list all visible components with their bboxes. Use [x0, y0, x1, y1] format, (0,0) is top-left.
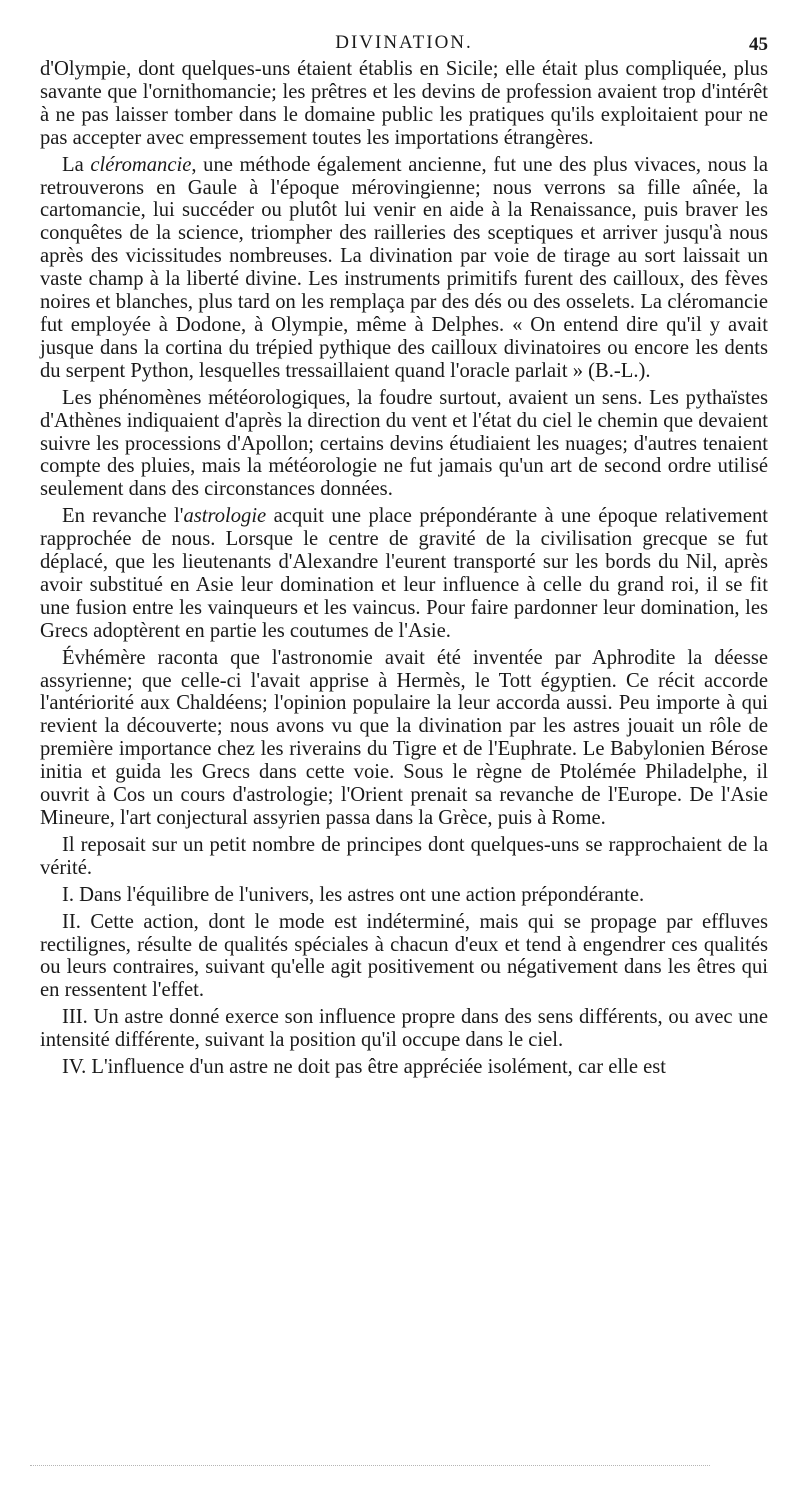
body-text: [40, 58, 768, 1079]
principle-4: [40, 1056, 768, 1079]
paragraph-5: [40, 647, 768, 830]
principle-text: I. Dans l'équilibre de l'univers, les astres ont une action prépondérante.: [62, 883, 645, 906]
faint-footer-rule: [30, 1465, 710, 1466]
paragraph-text: , une méthode également ancienne, fut une des plus vivaces, nous la retrouverons en Gaule à l'époque mérovingienne; nous verrons sa fille aînée, la cartomancie, lui succéder ou plutôt lui venir en aide à la Renaissance, puis braver les conquêtes de la science, triompher des railleries des sceptiques et arriver jusqu'à nous après des vicissitudes nombreuses. La divination par voie de tirage au sort laissait un vaste champ à la liberté divine. Les instruments primitifs furent des cailloux, des fèves noires et blanches, plus tard on les remplaça par des dés ou des osselets. La cléromancie fut employée à Dodone, à Olympie, même à Delphes. « On entend dire qu'il y avait jusque dans la cortina du trépied pythique des cailloux divinatoires ou encore les dents du serpent Python, lesquelles tressaillaient quand l'oracle parlait » (B.-L.).: [40, 153, 768, 382]
paragraph-1: [40, 58, 768, 150]
paragraph-text: acquit une place prépondérante à une époque relativement rapprochée de nous. Lorsque le centre de gravité de la civilisation grecque se fut déplacé, que les lieutenants d'Alexandre l'eurent transporté sur les bords du Nil, après avoir substitué en Asie leur domination et leur influence à celle du grand roi, il se fit une fusion entre les vainqueurs et les vaincus. Pour faire pardonner leur domination, les Grecs adoptèrent en partie les coutumes de l'Asie.: [40, 505, 768, 642]
principle-2: [40, 911, 768, 1003]
paragraph-prefix: La: [62, 153, 91, 176]
principle-1: [40, 884, 768, 907]
running-head: [40, 28, 768, 58]
italic-term-astrologie: astrologie: [183, 505, 267, 528]
paragraph-prefix: En revanche l': [62, 505, 184, 528]
paragraph-text: Évhémère raconta que l'astronomie avait été inventée par Aphrodite la déesse assyrienne; que celle-ci l'avait apprise à Hermès, le Tott égyptien. Ce récit accorde l'antériorité aux Chaldéens; l'opinion populaire la leur accorda aussi. Peu importe à qui revient la découverte; nous avons vu que la divination par les astres jouait un rôle de première importance chez les riverains du Tigre et de l'Euphrate. Le Babylonien Bérose initia et guida les Grecs dans cette voie. Sous le règne de Ptolémée Philadelphe, il ouvrit à Cos un cours d'astrologie; l'Orient prenait sa revanche de l'Europe. De l'Asie Mineure, l'art conjectural assyrien passa dans la Grèce, puis à Rome.: [40, 646, 768, 829]
paragraph-2: [40, 154, 768, 383]
paragraph-4: [40, 505, 768, 642]
principle-text: IV. L'influence d'un astre ne doit pas être appréciée isolément, car elle est: [62, 1056, 667, 1079]
italic-term-cleromancie: cléromancie: [90, 153, 192, 176]
principle-3: [40, 1006, 768, 1052]
principle-text: III. Un astre donné exerce son influence propre dans des sens différents, ou avec une intensité différente, suivant la position qu'il occupe dans le ciel.: [40, 1006, 768, 1052]
running-title: DIVINATION.: [335, 32, 473, 53]
principle-text: II. Cette action, dont le mode est indéterminé, mais qui se propage par effluves rectilignes, résulte de qualités spéciales à chacun d'eux et tend à engendrer ces qualités ou leurs contraires, suivant qu'elle agit positivement ou négativement dans les êtres qui en ressentent l'effet.: [40, 910, 768, 1002]
page-number: 45: [749, 34, 768, 55]
paragraph-3: [40, 387, 768, 502]
paragraph-text: Il reposait sur un petit nombre de principes dont quelques-uns se rapprochaient de la vérité.: [40, 833, 768, 879]
book-page: [40, 28, 768, 1083]
paragraph-text: Les phénomènes météorologiques, la foudre surtout, avaient un sens. Les pythaïstes d'Athènes indiquaient d'après la direction du vent et l'état du ciel le chemin que devaient suivre les processions d'Apollon; certains devins étudiaient les nuages; d'autres tenaient compte des pluies, mais la météorologie ne fut jamais qu'un art de second ordre utilisé seulement dans des circonstances données.: [40, 386, 768, 501]
paragraph-6: [40, 834, 768, 880]
paragraph-text: d'Olympie, dont quelques-uns étaient établis en Sicile; elle était plus compliquée, plus savante que l'ornithomancie; les prêtres et les devins de profession avaient trop d'intérêt à ne pas laisser tomber dans le domaine public les pratiques qu'ils exploitaient pour ne pas accepter avec empressement toutes les importations étrangères.: [40, 58, 768, 149]
